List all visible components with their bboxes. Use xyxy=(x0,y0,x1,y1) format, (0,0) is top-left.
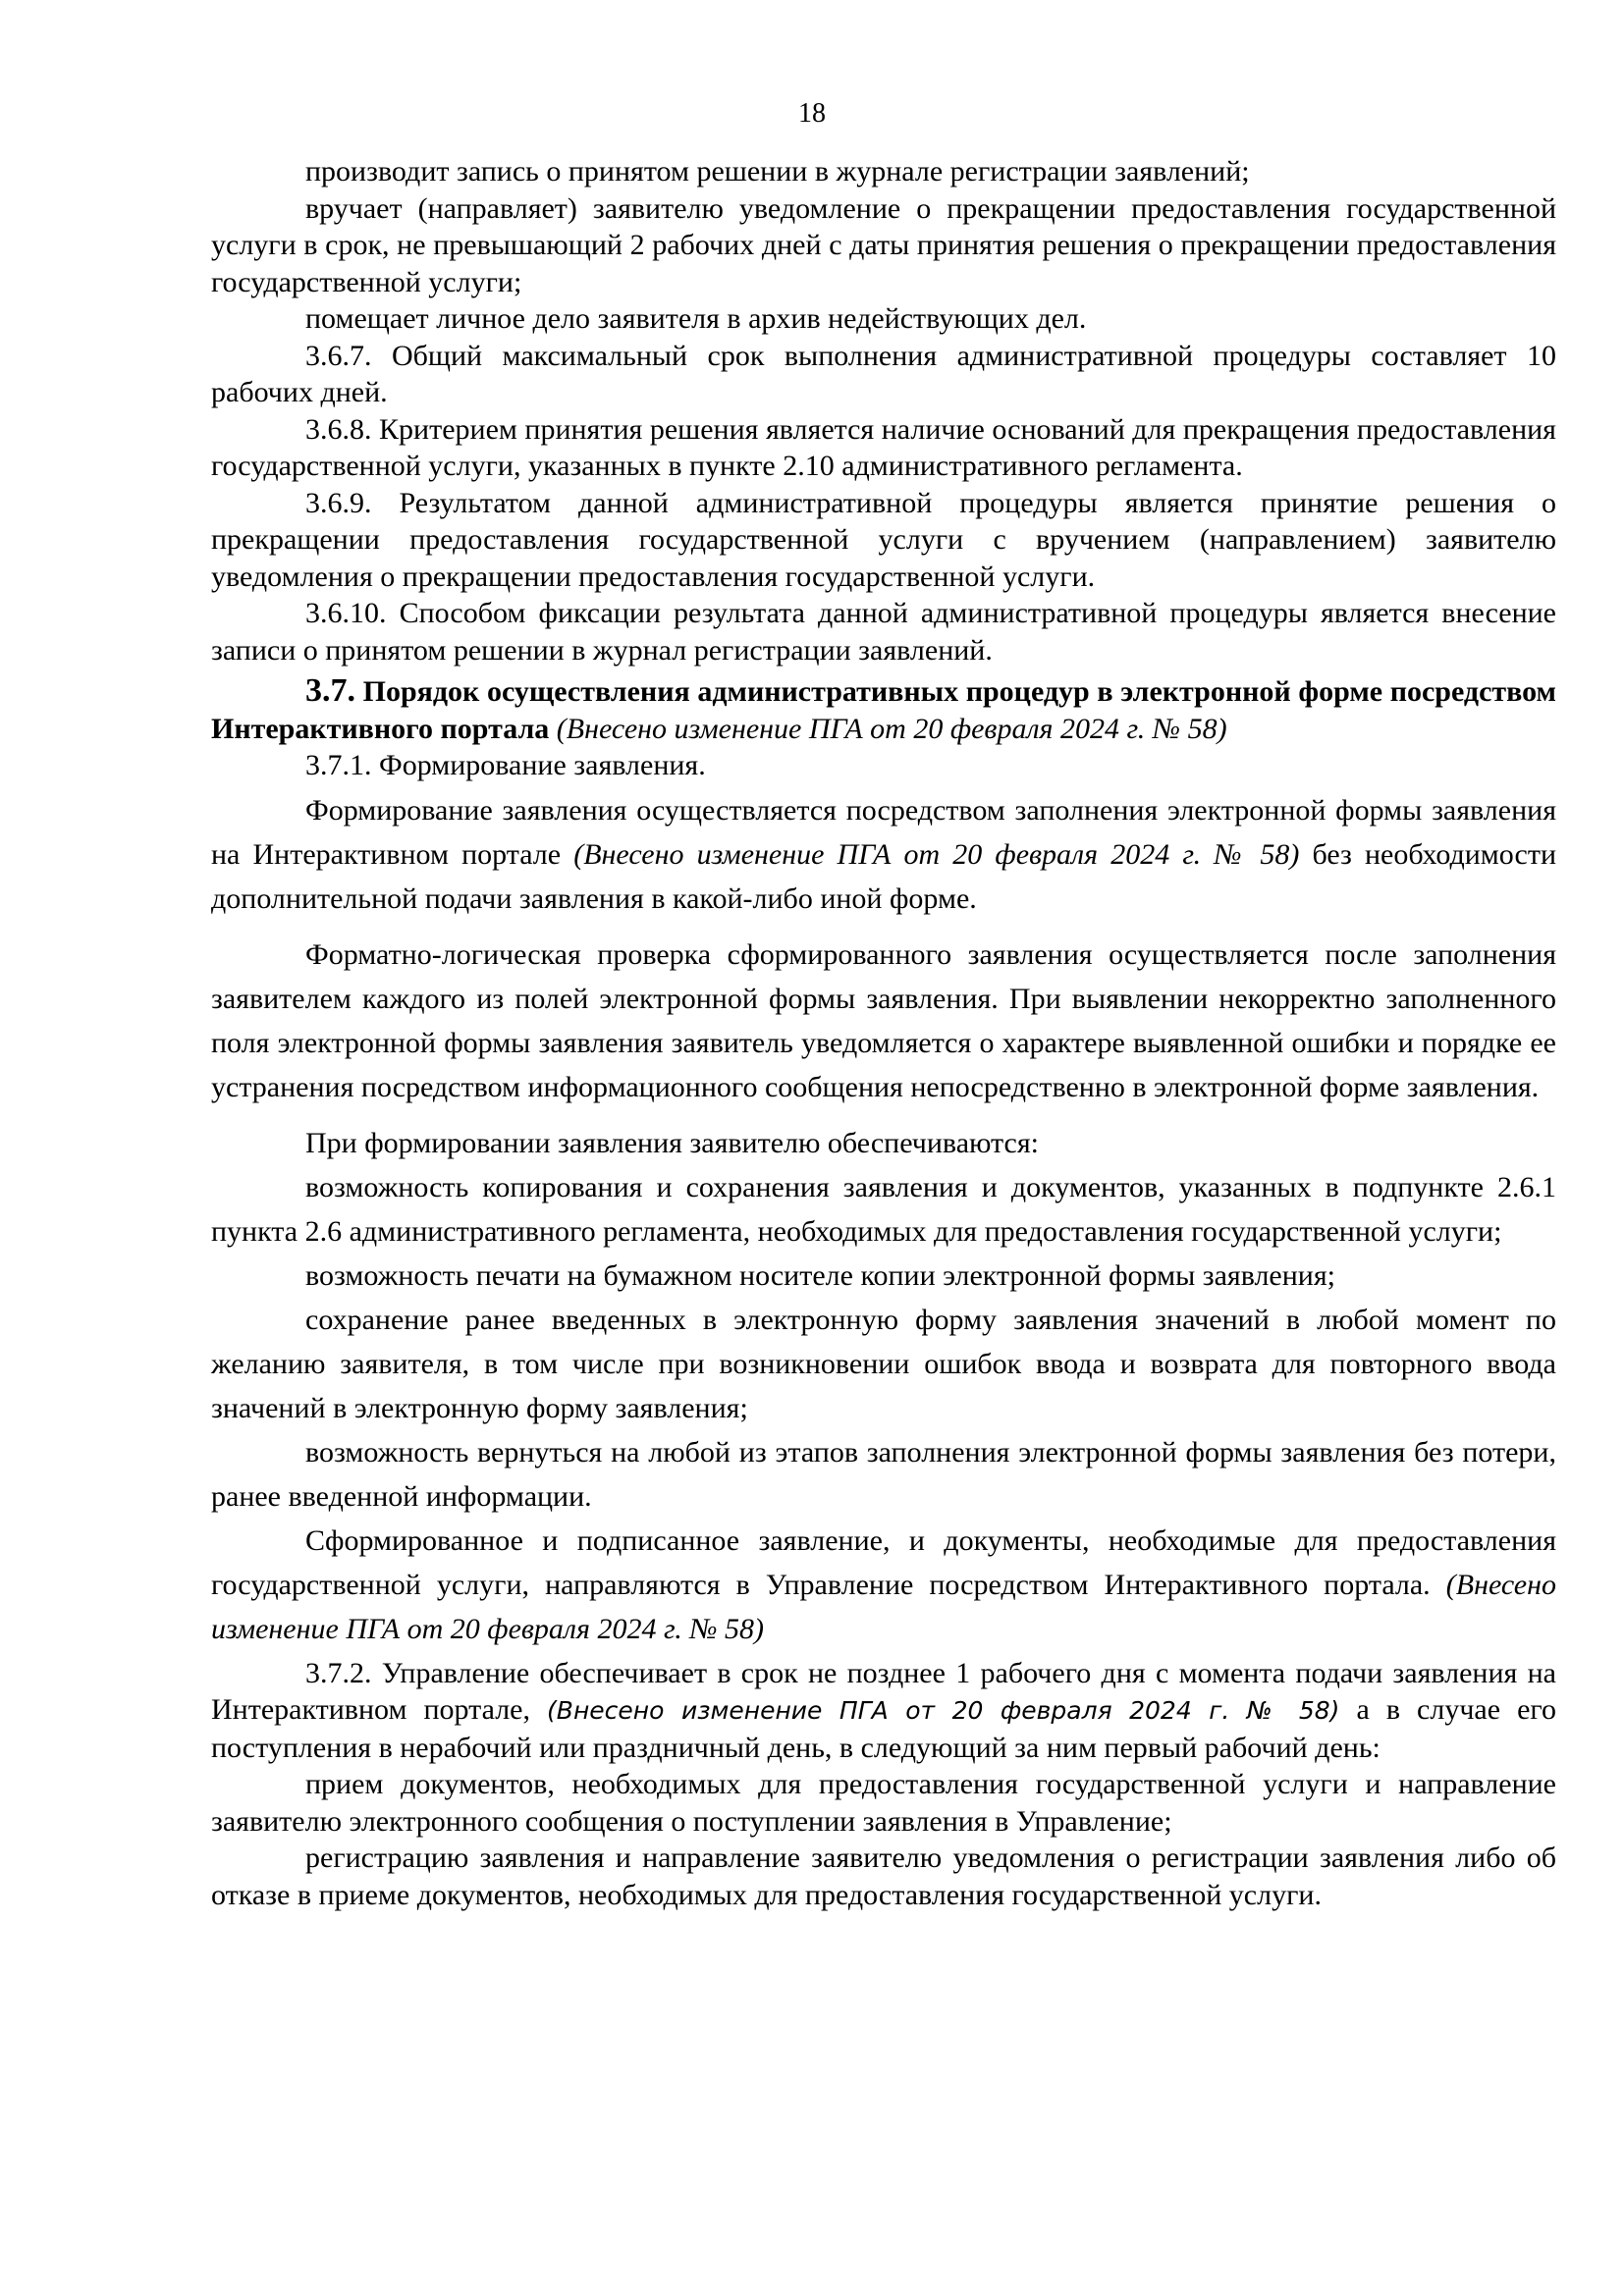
paragraph-format-check: Форматно-логическая проверка сформированного заявления осуществляется после заполнения заявителем каждого из полей электронной формы заявления. При выявлении некорректно заполненного поля электронной формы заявления заявитель уведомляется о характере выявленной ошибки и порядке ее устранения посредством информационного сообщения непосредственно в электронной форме заявления. xyxy=(211,937,1556,1103)
document-body xyxy=(211,153,1556,1913)
paragraph-3-7-1: 3.7.1. Формирование заявления. xyxy=(305,749,706,781)
amendment-note: (Внесено изменение ПГА от 20 февраля 2024 г. № 58) xyxy=(573,837,1300,871)
paragraph-registration: регистрацию заявления и направление заявителю уведомления о регистрации заявления либо об отказе в приеме документов, необходимых для предоставления государственной услуги. xyxy=(211,1842,1556,1911)
paragraph-journal-entry: производит запись о принятом решении в журнале регистрации заявлений; xyxy=(305,155,1250,187)
paragraph-archive: помещает личное дело заявителя в архив недействующих дел. xyxy=(305,302,1087,335)
electronic-form-block xyxy=(211,788,1556,1651)
section-amendment-note: (Внесено изменение ПГА от 20 февраля 2024 г. № 58) xyxy=(549,712,1227,745)
paragraph-provided-options: При формировании заявления заявителю обеспечиваются: xyxy=(305,1126,1039,1159)
paragraph-notification: вручает (направляет) заявителю уведомление о прекращении предоставления государственной услуги в срок, не превышающий 2 рабочих дней с даты принятия решения о прекращении предоставления государственной услуги; xyxy=(211,191,1556,298)
paragraph-document-reception: прием документов, необходимых для предоставления государственной услуги и направление заявителю электронного сообщения о поступлении заявления в Управление; xyxy=(211,1768,1556,1838)
paragraph-form-filling: Формирование заявления осуществляется посредством заполнения электронной формы заявления на Интерактивном портале (Внесено изменение ПГА от 20 февраля 2024 г. № 58) без необходимости дополнительной подачи заявления в какой-либо иной форме. xyxy=(211,793,1557,915)
amendment-note: (Внесено изменение ПГА от 20 февраля 2024 г. № 58) xyxy=(547,1696,1340,1725)
paragraph-3-6-9: 3.6.9. Результатом данной административной процедуры является принятие решения о прекращении предоставления государственной услуги с вручением (направлением) заявителю уведомления о прекращении предоставления государственной услуги. xyxy=(211,486,1556,593)
section-heading-3-7 xyxy=(211,672,1556,747)
paragraph-return-step: возможность вернуться на любой из этапов заполнения электронной формы заявления без потери, ранее введенной информации. xyxy=(211,1435,1556,1513)
section-number: 3.7. xyxy=(305,672,355,709)
paragraph-submission: Сформированное и подписанное заявление, и документы, необходимые для предоставления государственной услуги, направляются в Управление посредством Интерактивного портала. (Внесено изменение ПГА от 20 февраля 2024 г. № 58) xyxy=(211,1523,1556,1645)
paragraph-print: возможность печати на бумажном носителе копии электронной формы заявления; xyxy=(305,1258,1335,1292)
paragraph-copy-save: возможность копирования и сохранения заявления и документов, указанных в подпункте 2.6.1 пункта 2.6 административного регламента, необходимых для предоставления государственной услуги; xyxy=(211,1170,1556,1248)
paragraph-3-6-8: 3.6.8. Критерием принятия решения является наличие оснований для прекращения предоставления государственной услуги, указанных в пункте 2.10 административного регламента. xyxy=(211,412,1556,482)
paragraph-3-7-2: 3.7.2. Управление обеспечивает в срок не позднее 1 рабочего дня с момента подачи заявления на Интерактивном портале, (Внесено изменение ПГА от 20 февраля 2024 г. № 58) а в случае его поступления в нерабочий или праздничный день, в следующий за ним первый рабочий день: xyxy=(211,1656,1556,1764)
paragraph-save-values: сохранение ранее введенных в электронную форму заявления значений в любой момент по желанию заявителя, в том числе при возникновении ошибок ввода и возврата для повторного ввода значений в электронную форму заявления; xyxy=(211,1303,1556,1424)
page-number: 18 xyxy=(798,98,826,129)
paragraph-3-6-7: 3.6.7. Общий максимальный срок выполнения административной процедуры составляет 10 рабочих дней. xyxy=(211,339,1556,408)
paragraph-3-6-10: 3.6.10. Способом фиксации результата данной административной процедуры является внесение записи о принятом решении в журнал регистрации заявлений. xyxy=(211,597,1556,667)
section-title: Порядок осуществления административных процедур в электронной форме посредством Интерактивного портала xyxy=(211,675,1556,745)
amendment-note: (Внесено изменение ПГА от 20 февраля 2024 г. № 58) xyxy=(211,1568,1556,1645)
